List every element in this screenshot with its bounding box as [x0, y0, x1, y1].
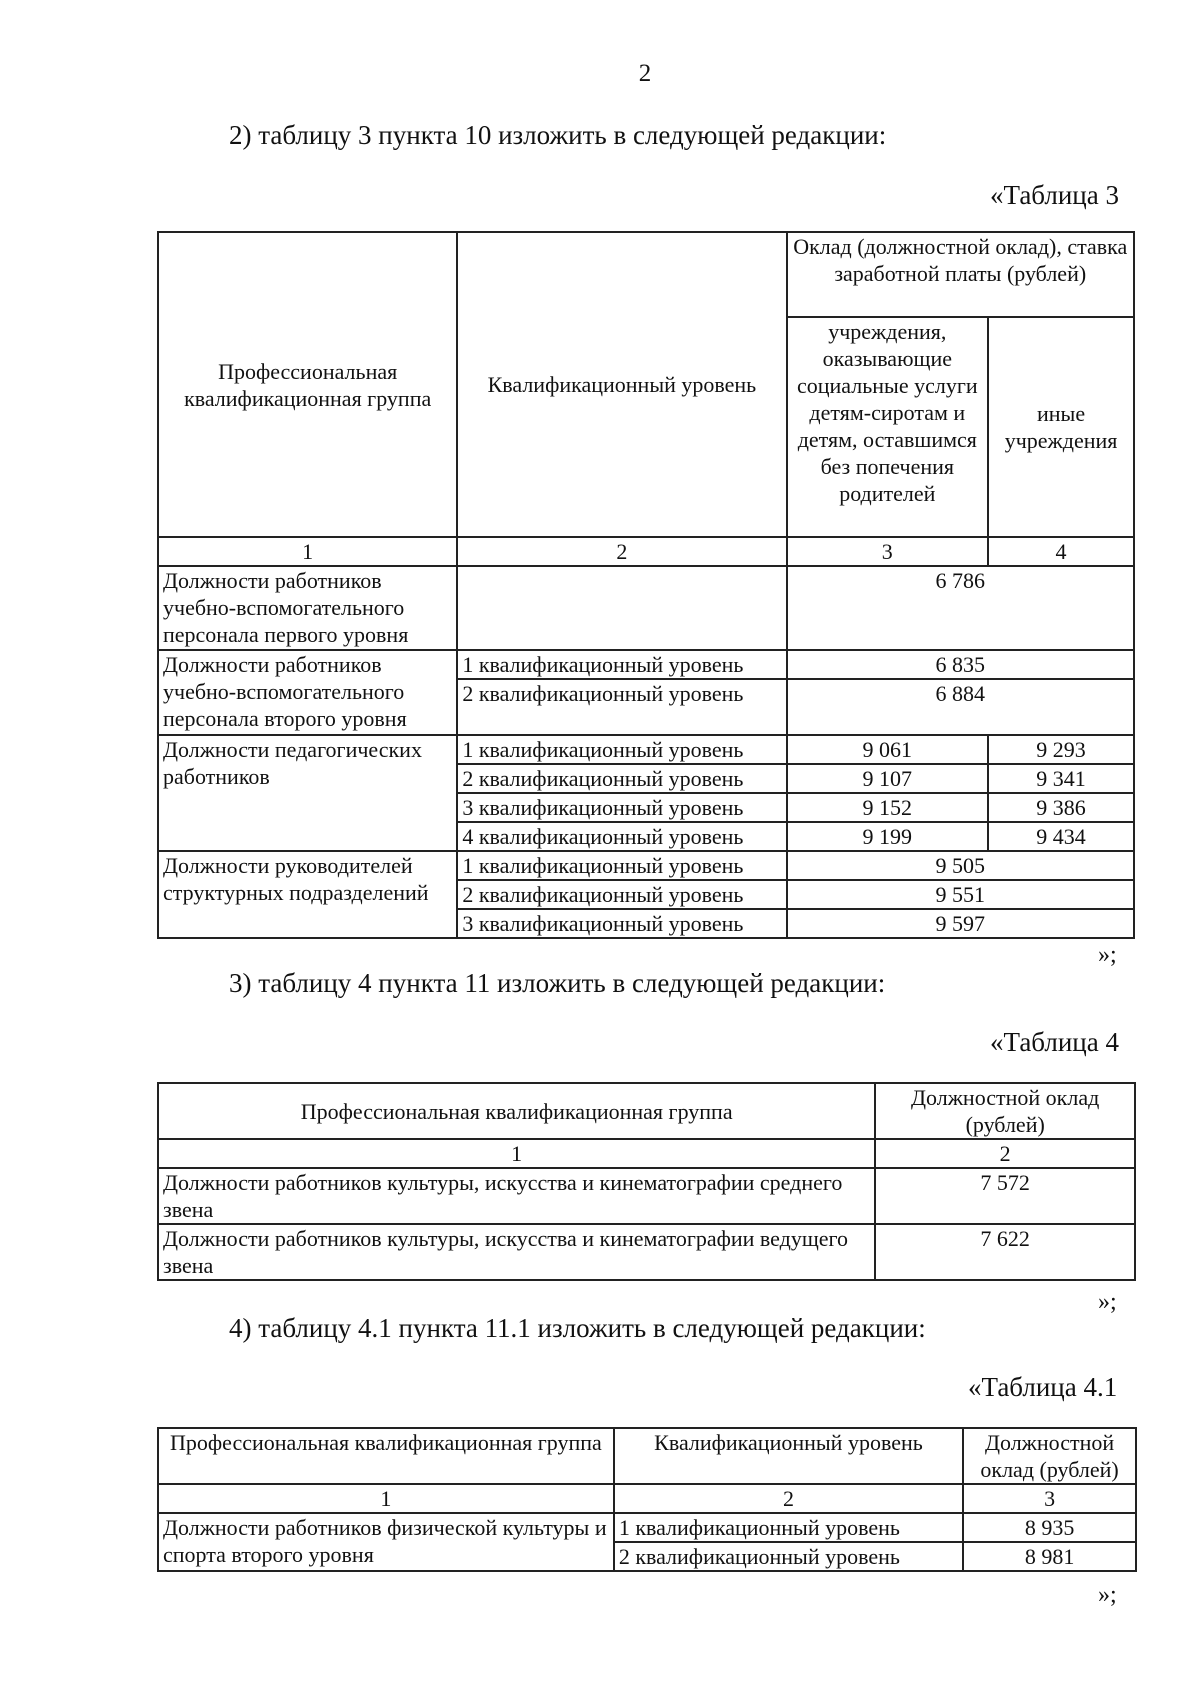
t3-row-value: 9 551 — [787, 880, 1135, 909]
t41-row-level: 2 квалификационный уровень — [614, 1542, 963, 1571]
t3-colnum: 1 — [158, 537, 457, 566]
t3-row-value: 9 505 — [787, 851, 1135, 880]
t3-row-level: 3 квалификационный уровень — [457, 909, 786, 938]
t3-row-level: 2 квалификационный уровень — [457, 880, 786, 909]
table-3-closing: »; — [1098, 942, 1117, 968]
section-4-intro: 4) таблицу 4.1 пункта 11.1 изложить в следующей редакции: — [229, 1313, 926, 1343]
t3-row-value-a: 9 152 — [787, 793, 989, 822]
t3-header-salary: Оклад (должностной оклад), ставка заработной платы (рублей) — [787, 232, 1135, 317]
t4-row-group: Должности работников культуры, искусства и кинематографии ведущего звена — [158, 1224, 875, 1280]
t3-row-value: 6 884 — [787, 679, 1135, 735]
t4-colnum: 2 — [875, 1139, 1135, 1168]
table-41-closing: »; — [1098, 1582, 1117, 1608]
t41-colnum: 1 — [158, 1484, 614, 1513]
t3-row-value-a: 9 061 — [787, 735, 989, 764]
table-4-1 — [157, 1427, 1137, 1572]
t3-row-value-b: 9 341 — [988, 764, 1134, 793]
t3-row-level: 1 квалификационный уровень — [457, 735, 786, 764]
t3-row-value-b: 9 386 — [988, 793, 1134, 822]
t3-header-group: Профессиональная квалификационная группа — [158, 232, 457, 537]
table-4-caption: «Таблица 4 — [990, 1027, 1119, 1057]
t3-row-value-b: 9 434 — [988, 822, 1134, 851]
t4-row-group: Должности работников культуры, искусства и кинематографии среднего звена — [158, 1168, 875, 1224]
t3-row-level: 1 квалификационный уровень — [457, 851, 786, 880]
t4-header-group: Профессиональная квалификационная группа — [158, 1083, 875, 1139]
t41-row-value: 8 935 — [963, 1513, 1136, 1542]
t3-row-group: Должности работников учебно-вспомогательного персонала второго уровня — [158, 650, 457, 735]
t3-row-group: Должности руководителей структурных подразделений — [158, 851, 457, 938]
t3-colnum: 4 — [988, 537, 1134, 566]
t3-row-value: 6 835 — [787, 650, 1135, 679]
t3-row-level: 2 квалификационный уровень — [457, 679, 786, 735]
t3-colnum: 3 — [787, 537, 989, 566]
t3-row-group: Должности педагогических работников — [158, 735, 457, 851]
t3-row-level: 1 квалификационный уровень — [457, 650, 786, 679]
t41-header-salary: Должностной оклад (рублей) — [963, 1428, 1136, 1484]
t41-row-value: 8 981 — [963, 1542, 1136, 1571]
t4-colnum: 1 — [158, 1139, 875, 1168]
t41-colnum: 3 — [963, 1484, 1136, 1513]
t4-row-value: 7 622 — [875, 1224, 1135, 1280]
t4-row-value: 7 572 — [875, 1168, 1135, 1224]
t41-row-level: 1 квалификационный уровень — [614, 1513, 963, 1542]
table-41-caption: «Таблица 4.1 — [968, 1372, 1118, 1402]
table-3-caption: «Таблица 3 — [990, 180, 1119, 210]
t3-row-value-a: 9 199 — [787, 822, 989, 851]
table-4 — [157, 1082, 1136, 1281]
t4-header-salary: Должностной оклад (рублей) — [875, 1083, 1135, 1139]
t3-row-value-a: 9 107 — [787, 764, 989, 793]
section-3-intro: 3) таблицу 4 пункта 11 изложить в следующей редакции: — [229, 968, 886, 998]
t3-row-level — [457, 566, 786, 650]
page-number: 2 — [638, 60, 652, 87]
t3-row-value-b: 9 293 — [988, 735, 1134, 764]
t3-row-level: 3 квалификационный уровень — [457, 793, 786, 822]
t41-header-level: Квалификационный уровень — [614, 1428, 963, 1484]
t3-row-group: Должности работников учебно-вспомогательного персонала первого уровня — [158, 566, 457, 650]
t3-row-value: 6 786 — [787, 566, 1135, 650]
t3-row-value: 9 597 — [787, 909, 1135, 938]
table-4-closing: »; — [1098, 1289, 1117, 1315]
table-3 — [157, 231, 1135, 939]
t3-colnum: 2 — [457, 537, 786, 566]
t3-header-orphans: учреждения, оказывающие социальные услуги детям-сиротам и детям, оставшимся без попечения родителей — [787, 317, 989, 537]
t3-row-level: 2 квалификационный уровень — [457, 764, 786, 793]
t3-header-level: Квалификационный уровень — [457, 232, 786, 537]
t3-row-level: 4 квалификационный уровень — [457, 822, 786, 851]
t41-colnum: 2 — [614, 1484, 963, 1513]
t41-row-group: Должности работников физической культуры и спорта второго уровня — [158, 1513, 614, 1571]
t41-header-group: Профессиональная квалификационная группа — [158, 1428, 614, 1484]
section-2-intro: 2) таблицу 3 пункта 10 изложить в следующей редакции: — [229, 120, 887, 150]
t3-header-other: иные учреждения — [988, 317, 1134, 537]
